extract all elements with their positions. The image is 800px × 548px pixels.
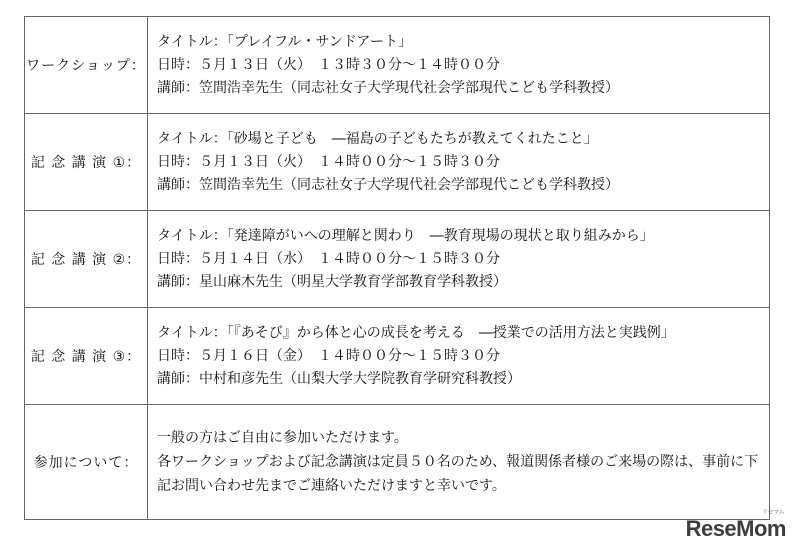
capacity-note: 各ワークショップおよび記念講演は定員５０名のため、報道関係者様のご来場の際は、事前に下記お問い合わせ先までご連絡いただけますと幸いです。: [157, 454, 759, 494]
lecturer-line: 講師：笠間浩幸先生（同志社女子大学現代社会学部現代こども学科教授）: [157, 176, 619, 193]
datetime-line: 日時：５月１６日（金） １４時００分～１５時３０分: [157, 347, 500, 364]
lecturer-line: 講師：星山麻木先生（明星大学教育学部教育学科教授）: [157, 273, 507, 290]
row-label: 参加について：: [25, 405, 148, 520]
lecturer-line: 講師：笠間浩幸先生（同志社女子大学現代社会学部現代こども学科教授）: [157, 79, 619, 96]
row-content: [148, 405, 770, 520]
row-content: [148, 17, 770, 114]
title-line: タイトル：「発達障がいへの理解と関わり ―教育現場の現状と取り組みから」: [157, 227, 654, 244]
datetime-line: 日時：５月１３日（火） １４時００分～１５時３０分: [157, 153, 500, 170]
title-line: タイトル：「『あそび』から体と心の成長を考える ―授業での活用方法と実践例」: [157, 324, 675, 341]
row-workshop: [25, 17, 770, 114]
row-participation: [25, 405, 770, 520]
row-content: [148, 114, 770, 211]
title-line: タイトル：「砂場と子ども ―福島の子どもたちが教えてくれたこと」: [157, 130, 598, 147]
title-line: タイトル：「プレイフル・サンドアート」: [157, 33, 412, 50]
row-label: 記 念 講 演 ②：: [25, 211, 148, 308]
resemom-watermark-logo: [685, 510, 786, 542]
watermark-text: ReseMom: [685, 516, 786, 541]
row-lecture-3: [25, 308, 770, 405]
event-info-table: [24, 16, 770, 520]
row-lecture-1: [25, 114, 770, 211]
row-label: 記 念 講 演 ①：: [25, 114, 148, 211]
watermark-ruby: リセマム: [762, 510, 784, 516]
row-lecture-2: [25, 211, 770, 308]
row-content: [148, 211, 770, 308]
datetime-line: 日時：５月１３日（火） １３時３０分～１４時００分: [157, 56, 500, 73]
lecturer-line: 講師：中村和彦先生（山梨大学大学院教育学研究科教授）: [157, 370, 521, 387]
general-public-line: 一般の方はご自由に参加いただけます。: [157, 430, 408, 446]
datetime-line: 日時：５月１４日（水） １４時００分～１５時３０分: [157, 250, 500, 267]
row-label: 記 念 講 演 ③：: [25, 308, 148, 405]
row-label: ワークショップ：: [25, 17, 148, 114]
row-content: [148, 308, 770, 405]
